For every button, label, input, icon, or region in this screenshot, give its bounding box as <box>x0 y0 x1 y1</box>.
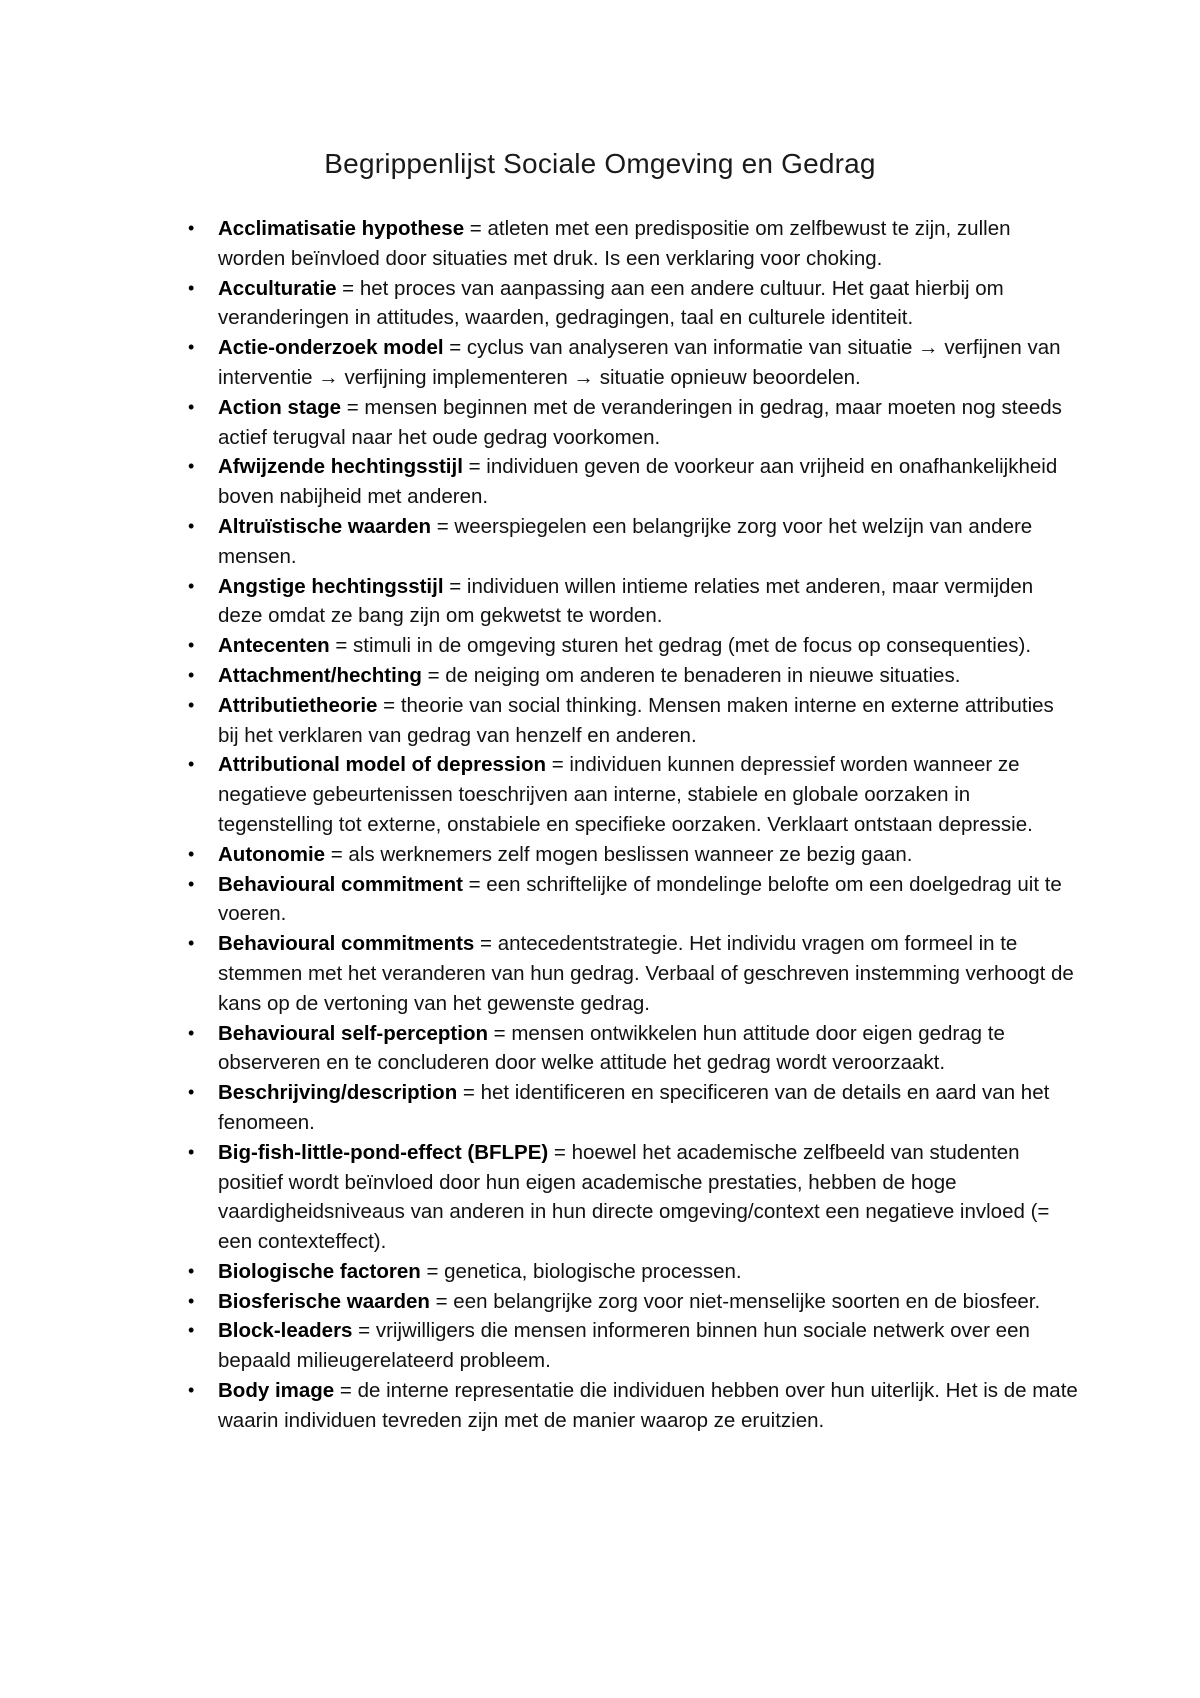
term-label: Biosferische waarden <box>218 1289 430 1313</box>
term-label: Acculturatie <box>218 276 337 300</box>
bullet-icon: • <box>188 1022 195 1043</box>
term-label: Acclimatisatie hypothese <box>218 217 465 240</box>
term-label: Action stage <box>218 395 342 419</box>
list-item <box>188 333 1078 393</box>
list-item <box>188 452 1078 512</box>
term-separator: = <box>443 574 467 598</box>
term-label: Actie-onderzoek model <box>218 336 444 360</box>
list-item <box>188 214 1078 274</box>
bullet-icon: • <box>188 1320 195 1341</box>
term-separator: = <box>487 1021 512 1045</box>
term-label: Antecenten <box>218 634 330 658</box>
term-definition: cyclus van analyseren van informatie van situatie → verfijnen van interventie → verfijning implementeren → situatie opnieuw beoordelen. <box>218 336 1061 389</box>
term-definition: een schriftelijke of mondelinge belofte om een doelgedrag uit te voeren. <box>218 872 1062 926</box>
term-definition: hoewel het academische zelfbeeld van studenten positief wordt beïnvloed door hun eigen academische prestaties, hebben de hoge vaardigheidsniveaus van anderen in hun directe omgeving/context een negatieve invloed (= een contexteffect). <box>218 1140 1050 1254</box>
term-separator: = <box>431 514 455 538</box>
term-label: Autonomie <box>218 842 326 866</box>
term-label: Behavioural self-perception <box>218 1021 488 1045</box>
list-item <box>188 1287 1078 1317</box>
term-separator: = <box>462 872 487 896</box>
bullet-icon: • <box>188 873 195 894</box>
bullet-icon: • <box>188 456 195 477</box>
term-definition: mensen beginnen met de veranderingen in gedrag, maar moeten nog steeds actief terugval naar het oude gedrag voorkomen. <box>218 395 1062 449</box>
list-item <box>188 840 1078 870</box>
bullet-icon: • <box>188 1260 195 1281</box>
term-separator: = <box>443 336 467 360</box>
term-label: Block-leaders <box>218 1319 353 1343</box>
term-definition: genetica, biologische processen. <box>444 1259 742 1283</box>
term-separator: = <box>334 1379 358 1403</box>
term-definition: stimuli in de omgeving sturen het gedrag (met de focus op consequenties). <box>353 634 1032 658</box>
term-label: Attributional model of depression <box>218 753 547 777</box>
term-label: Afwijzende hechtingsstijl <box>218 455 463 479</box>
list-item <box>188 691 1078 751</box>
term-label: Attributietheorie <box>218 693 378 717</box>
term-separator: = <box>336 276 360 300</box>
term-definition: mensen ontwikkelen hun attitude door eigen gedrag te observeren en te concluderen door welke attitude het gedrag wordt veroorzaakt. <box>218 1021 1005 1075</box>
term-definition: individuen kunnen depressief worden wanneer ze negatieve gebeurtenissen toeschrijven aan interne, stabiele en globale oorzaken in tegenstelling tot externe, onstabiele en specifieke oorzaken. Verklaart ontstaan depressie. <box>218 753 1033 836</box>
bullet-icon: • <box>188 1290 195 1311</box>
bullet-icon: • <box>188 277 195 298</box>
term-label: Behavioural commitment <box>218 872 463 896</box>
term-definition: het identificeren en specificeren van de details en aard van het fenomeen. <box>218 1081 1050 1134</box>
term-separator: = <box>341 395 365 419</box>
term-definition: vrijwilligers die mensen informeren binnen hun sociale netwerk over een bepaald milieugerelateerd probleem. <box>218 1319 1030 1373</box>
bullet-icon: • <box>188 843 195 864</box>
term-separator: = <box>548 1140 572 1164</box>
page-title: Begrippenlijst Sociale Omgeving en Gedrag <box>324 148 876 179</box>
bullet-icon: • <box>188 515 195 536</box>
term-label: Beschrijving/description <box>218 1081 458 1105</box>
list-item <box>188 1138 1078 1257</box>
term-separator: = <box>329 634 354 658</box>
list-item <box>188 512 1078 572</box>
term-definition: individuen geven de voorkeur aan vrijheid en onafhankelijkheid boven nabijheid met anderen. <box>218 455 1058 509</box>
bullet-icon: • <box>188 635 195 656</box>
term-separator: = <box>474 932 498 956</box>
bullet-icon: • <box>188 337 195 358</box>
term-definition: weerspiegelen een belangrijke zorg voor het welzijn van andere mensen. <box>218 514 1033 568</box>
term-definition: de neiging om anderen te benaderen in nieuwe situaties. <box>445 663 961 687</box>
term-definition: als werknemers zelf mogen beslissen wanneer ze bezig gaan. <box>348 842 913 866</box>
list-item <box>188 572 1078 632</box>
bullet-icon: • <box>188 575 195 596</box>
term-separator: = <box>457 1081 481 1105</box>
term-label: Big-fish-little-pond-effect (BFLPE) <box>218 1140 549 1164</box>
list-item <box>188 1019 1078 1079</box>
list-item <box>188 393 1078 453</box>
term-label: Biologische factoren <box>218 1259 421 1283</box>
bullet-icon: • <box>188 1141 195 1162</box>
list-item <box>188 1376 1078 1436</box>
bullet-icon: • <box>188 933 195 954</box>
term-definition: theorie van social thinking. Mensen maken interne en externe attributies bij het verklaren van gedrag van henzelf en anderen. <box>218 693 1054 747</box>
term-separator: = <box>464 217 488 240</box>
bullet-icon: • <box>188 754 195 775</box>
list-item <box>188 1078 1078 1138</box>
bullet-icon: • <box>188 1082 195 1103</box>
term-separator: = <box>421 663 446 687</box>
term-label: Body image <box>218 1379 335 1403</box>
term-label: Behavioural commitments <box>218 932 475 956</box>
term-definition: antecedentstrategie. Het individu vragen om formeel in te stemmen met het veranderen van hun gedrag. Verbaal of geschreven instemming verhoogt de kans op de vertoning van het gewenste gedrag. <box>218 932 1074 1015</box>
list-item <box>188 929 1078 1018</box>
bullet-icon: • <box>188 396 195 417</box>
bullet-icon: • <box>188 218 195 238</box>
term-list <box>188 214 1078 1436</box>
term-separator: = <box>420 1259 445 1283</box>
term-separator: = <box>546 753 570 777</box>
term-label: Angstige hechtingsstijl <box>218 574 444 598</box>
term-definition: atleten met een predispositie om zelfbewust te zijn, zullen worden beïnvloed door situaties met druk. Is een verklaring voor choking. <box>218 217 1011 270</box>
bullet-icon: • <box>188 694 195 715</box>
term-separator: = <box>462 455 487 479</box>
term-label: Altruïstische waarden <box>218 514 432 538</box>
list-item <box>188 870 1078 930</box>
list-item <box>188 750 1078 839</box>
bullet-icon: • <box>188 664 195 685</box>
term-definition: individuen willen intieme relaties met anderen, maar vermijden deze omdat ze bang zijn om gekwetst te worden. <box>218 574 1034 628</box>
list-item <box>188 631 1078 661</box>
term-label: Attachment/hechting <box>218 663 422 687</box>
term-separator: = <box>352 1319 376 1343</box>
term-separator: = <box>429 1289 454 1313</box>
term-separator: = <box>377 693 401 717</box>
term-definition: een belangrijke zorg voor niet-menselijke soorten en de biosfeer. <box>453 1289 1041 1313</box>
list-item <box>188 1257 1078 1287</box>
term-definition: de interne representatie die individuen hebben over hun uiterlijk. Het is de mate waarin individuen tevreden zijn met de manier waarop ze eruitzien. <box>218 1379 1078 1432</box>
list-item <box>188 1316 1078 1376</box>
term-definition: het proces van aanpassing aan een andere cultuur. Het gaat hierbij om veranderingen in attitudes, waarden, gedragingen, taal en culturele identiteit. <box>218 276 1004 330</box>
list-item <box>188 661 1078 691</box>
list-item <box>188 274 1078 334</box>
term-separator: = <box>325 842 349 866</box>
bullet-icon: • <box>188 1380 195 1401</box>
